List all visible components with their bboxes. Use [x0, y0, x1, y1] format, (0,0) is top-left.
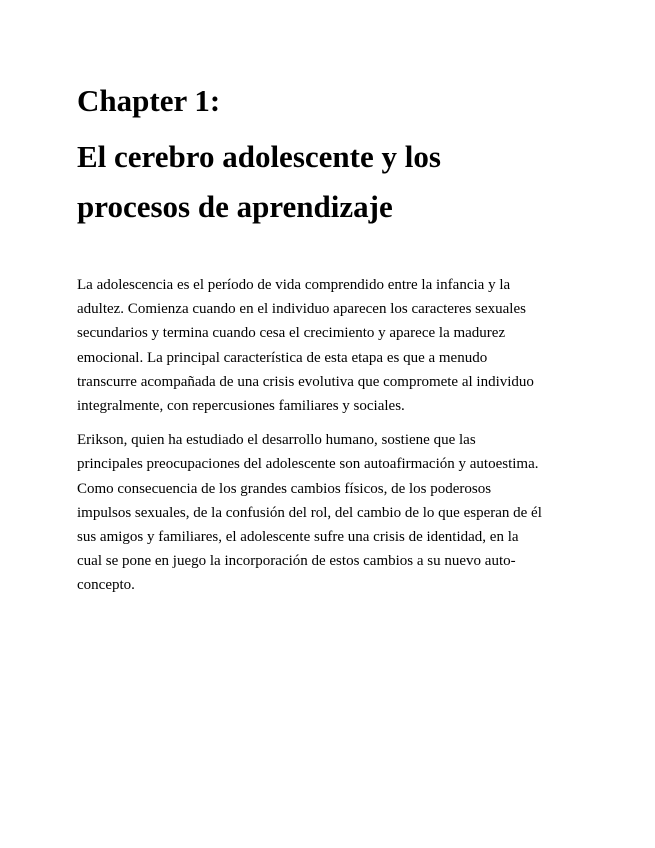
text-line: sus amigos y familiares, el adolescente sufre una crisis de identidad, en la [77, 529, 519, 546]
text-line: Como consecuencia de los grandes cambios físicos, de los poderosos [77, 480, 492, 497]
text-line: principales preocupaciones del adolescente son autoafirmación y autoestima. [77, 456, 539, 473]
text-line: adultez. Comienza cuando en el individuo aparecen los caracteres sexuales [77, 301, 526, 318]
text-line: transcurre acompañada de una crisis evolutiva que compromete al individuo [77, 373, 534, 390]
text-line: concepto. [77, 577, 135, 594]
chapter-title-line: procesos de aprendizaje [77, 189, 393, 224]
text-line: secundarios y termina cuando cesa el crecimiento y aparece la madurez [77, 325, 506, 342]
text-line: La adolescencia es el período de vida comprendido entre la infancia y la [77, 277, 511, 293]
text-line: impulsos sexuales, de la confusión del rol, del cambio de lo que esperan de él [77, 504, 542, 521]
chapter-title [77, 132, 577, 232]
text-line: integralmente, con repercusiones familiares y sociales. [77, 398, 405, 415]
document-page [77, 80, 577, 608]
chapter-title-line: El cerebro adolescente y los [77, 139, 441, 174]
text-line: emocional. La principal característica de esta etapa es que a menudo [77, 349, 488, 366]
chapter-label: Chapter 1: [77, 83, 221, 118]
paragraph-2 [77, 428, 577, 597]
body-text [77, 273, 577, 598]
paragraph-1 [77, 273, 577, 418]
text-line: Erikson, quien ha estudiado el desarrollo humano, sostiene que las [77, 432, 476, 449]
text-line: cual se pone en juego la incorporación de estos cambios a su nuevo auto- [77, 553, 516, 570]
